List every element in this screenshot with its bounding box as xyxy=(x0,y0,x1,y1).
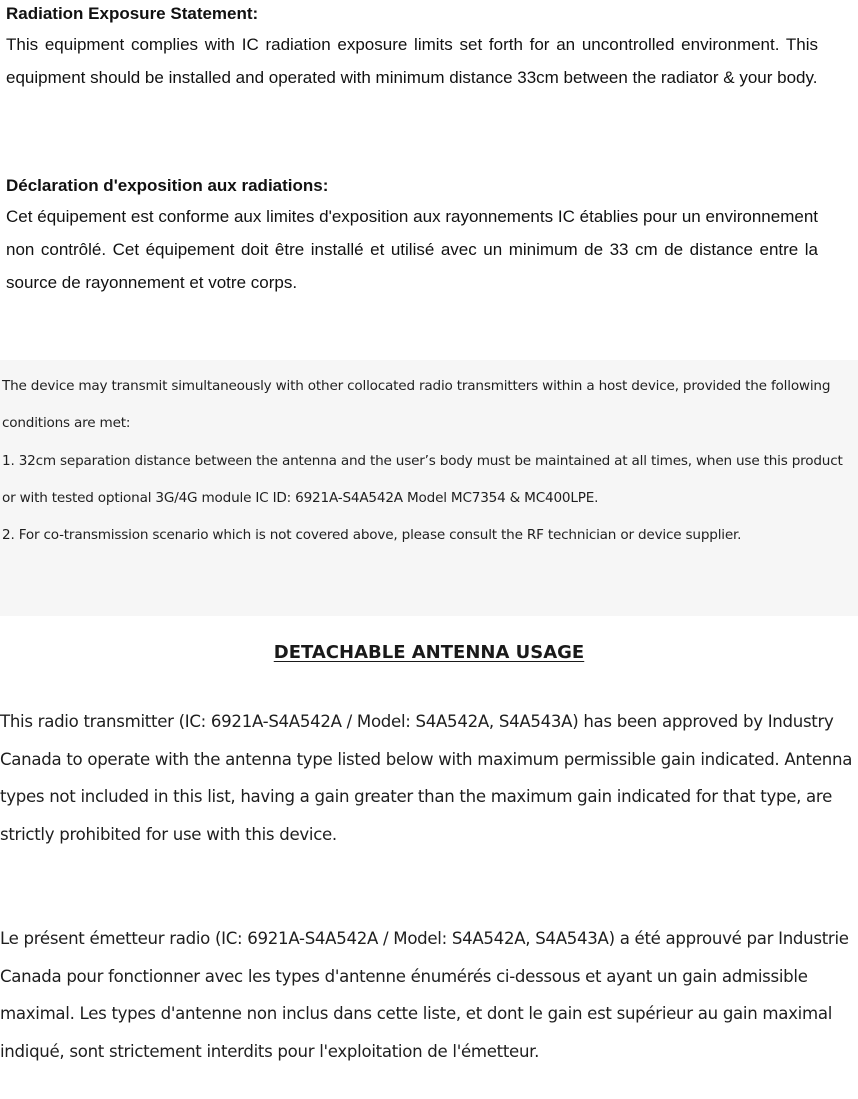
radiation-statement-en xyxy=(6,0,818,94)
paragraph-antenna-usage-en: This radio transmitter (IC: 6921A-S4A542A / Model: S4A542A, S4A543A) has been approved by Industry Canada to operate with the antenna type listed below with maximum permissible gain indicated. Antenna types not included in this list, having a gain greater than the maximum gain indicated for that type, are strictly prohibited for use with this device. xyxy=(0,712,853,844)
section-title-detachable-antenna: DETACHABLE ANTENNA USAGE xyxy=(273,642,585,663)
radiation-statement-fr xyxy=(6,172,818,299)
collocation-intro: The device may transmit simultaneously with other collocated radio transmitters within a host device, provided the following conditions are met: xyxy=(2,378,831,432)
paragraph-antenna-usage-fr: Le présent émetteur radio (IC: 6921A-S4A542A / Model: S4A542A, S4A543A) a été approuvé par Industrie Canada pour fonctionner avec les types d'antenne énumérés ci-dessous et ayant un gain admissible maximal. Les types d'antenne non inclus dans cette liste, et dont le gain est supérieur au gain maximal indiqué, sont strictement interdits pour l'exploitation de l'émetteur. xyxy=(0,929,849,1061)
collocation-condition-1: 1. 32cm separation distance between the antenna and the user’s body must be maintained at all times, when use this product or with tested optional 3G/4G module IC ID: 6921A-S4A542A Model MC7354 & MC400LPE. xyxy=(2,452,843,506)
paragraph-radiation-exposure: This equipment complies with IC radiation exposure limits set forth for an uncontrolled environment. This equipment should be installed and operated with minimum distance 33cm between the radiator & your body. xyxy=(6,35,818,87)
collocation-conditions-scan xyxy=(0,360,858,616)
collocation-condition-2: 2. For co-transmission scenario which is not covered above, please consult the RF technician or device supplier. xyxy=(2,527,742,544)
collocation-conditions xyxy=(2,368,856,554)
heading-declaration-exposition: Déclaration d'exposition aux radiations: xyxy=(6,176,329,195)
heading-radiation-exposure: Radiation Exposure Statement: xyxy=(6,4,259,23)
paragraph-declaration-exposition: Cet équipement est conforme aux limites d'exposition aux rayonnements IC établies pour un environnement non contrôlé. Cet équipement doit être installé et utilisé avec un minimum de 33 cm de distance entre la source de rayonnement et votre corps. xyxy=(6,207,818,292)
